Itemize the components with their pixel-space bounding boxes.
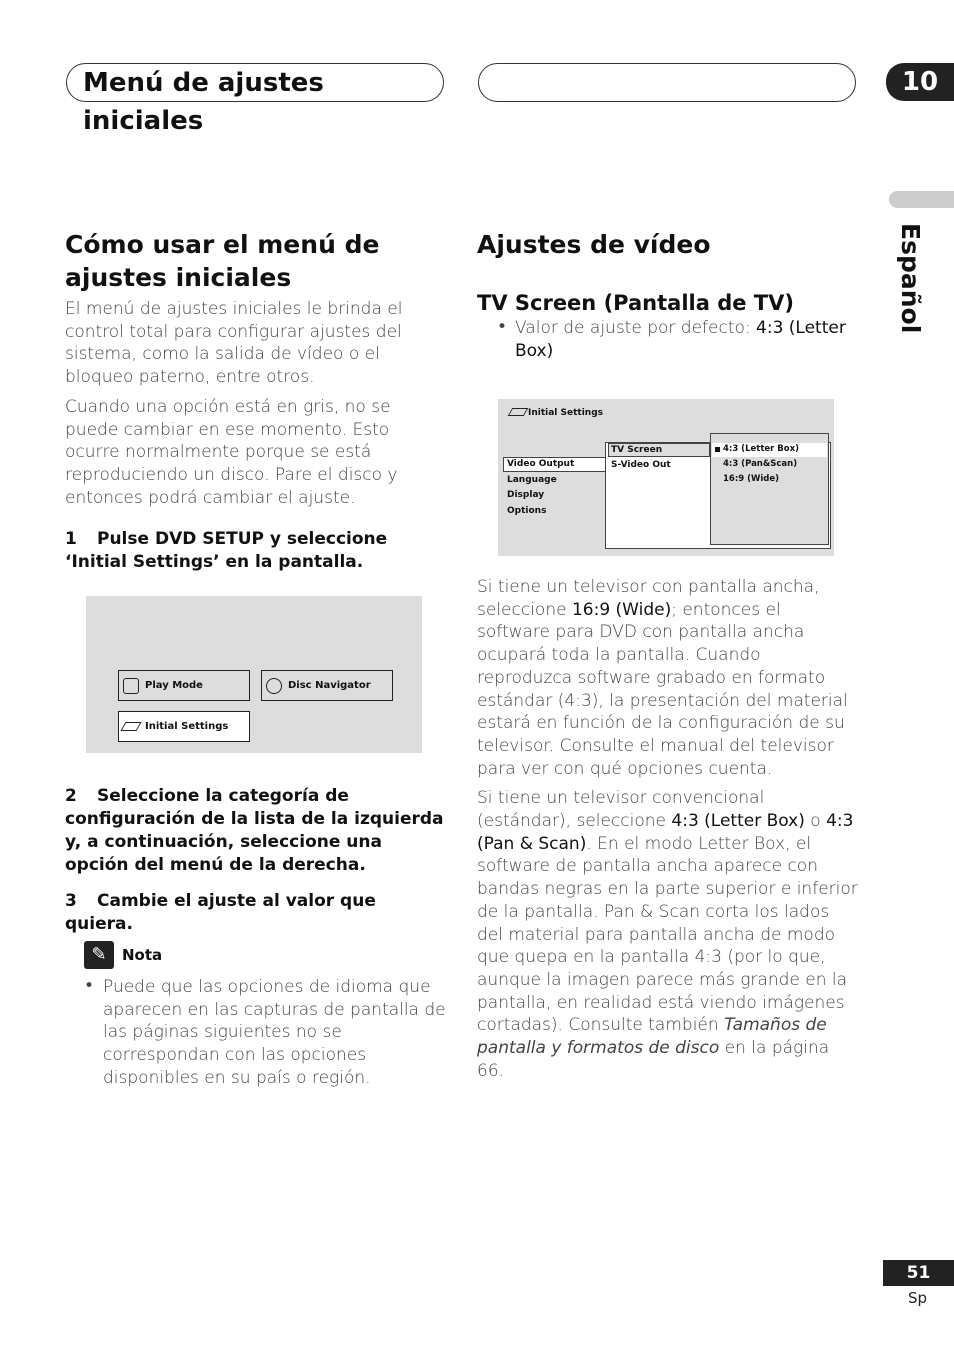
tv-screen-menu-image [498,399,834,556]
left-heading: Cómo usar el menú de ajustes iniciales [65,230,380,292]
default-value-text [515,317,857,362]
step-1 [65,528,447,574]
setup-screen-image [86,596,422,753]
selected-marker-icon [715,447,720,452]
right-para-1 [477,576,859,780]
play-mode-icon [123,678,139,694]
item-tv-screen: TV Screen [611,445,663,455]
step-3 [65,890,447,936]
chapter-number: 10 [886,63,954,101]
step-3-number: 3 [65,891,77,911]
settings-icon [508,408,529,416]
step-3-text: Cambie el ajuste al valor que quiera. [65,891,376,934]
play-mode-button [118,670,250,701]
lang-code: Sp [908,1289,928,1307]
right-column [477,228,857,362]
right-para-2-a: Si tiene un televisor convencional (estándar), seleccione [477,788,765,832]
option-letter-box: 4:3 (Letter Box) [723,444,799,454]
category-language: Language [507,475,557,485]
page-number: 51 [883,1260,954,1286]
option-pan-scan: 4:3 (Pan&Scan) [723,459,798,469]
play-mode-label: Play Mode [145,680,203,691]
right-para-1-a: Si tiene un televisor con pantalla ancha, seleccione [477,577,820,620]
right-para-1-b: 16:9 (Wide) [571,599,672,620]
right-para-2-e: . En el modo Letter Box, el software de pantalla ancha aparece con bandas negras en la parte superior e inferior de la pantalla. Pan & Scan corta los lados del material para pantalla ancha de modo que quepa en la pantalla 4:3 (por lo que, aunque la imagen parece más grande en la pantalla, en realidad está viendo imágenes cortadas). Consulte también [477,833,858,1036]
note-bullet: • [84,976,95,996]
header-title-box [66,63,444,136]
step-1-text: Pulse DVD SETUP y seleccione ‘Initial Settings’ en la pantalla. [65,529,388,573]
disc-navigator-button [261,670,393,701]
default-bullet-row [477,317,857,362]
category-options: Options [507,506,547,516]
disc-navigator-label: Disc Navigator [288,680,371,691]
note-text: Puede que las opciones de idioma que aparecen en las capturas de pantalla de las páginas siguientes no se correspondan con las opciones disponibles en su país o región. [103,977,446,1088]
right-para-2-f: Tamaños de pantalla y formatos de disco [477,1015,827,1059]
note-label: Nota [122,946,163,964]
step-2 [65,785,447,877]
right-heading: Ajustes de vídeo [477,230,711,259]
tv-screen-subheading: TV Screen (Pantalla de TV) [477,291,794,315]
initial-settings-label: Initial Settings [145,721,229,732]
right-column-lower [477,576,859,1082]
step-1-number: 1 [65,529,77,550]
disc-navigator-icon [266,678,282,694]
right-para-2-b: 4:3 (Letter Box) [671,811,805,832]
right-para-2-g: en la página 66. [477,1038,830,1081]
menu-title: Initial Settings [528,408,604,418]
category-video-output: Video Output [507,459,575,469]
left-para-2: Cuando una opción está en gris, no se puede cambiar en ese momento. Esto ocurre normalmente porque se está reproduciendo un disco. Pare el disco y entonces podrá cambiar el ajuste. [65,396,398,508]
left-para-1: El menú de ajustes iniciales le brinda el control total para configurar ajustes del sistema, como la salida de vídeo o el bloqueo paterno, entre otros. [65,299,403,388]
section-title: Menú de ajustes iniciales [83,68,324,136]
right-para-2-d: 4:3 (Pan & Scan) [477,811,854,854]
initial-settings-button [118,711,250,742]
option-wide: 16:9 (Wide) [723,474,780,484]
header-blank-box [478,63,856,102]
category-display: Display [507,490,545,500]
step-2-number: 2 [65,786,77,806]
item-s-video-out: S-Video Out [611,460,671,470]
right-para-2 [477,787,859,1082]
default-prefix: Valor de ajuste por defecto: [515,318,757,338]
left-column-lower [65,785,447,936]
default-bullet: • [497,317,508,337]
language-label: Español [896,223,925,334]
language-tab [889,191,954,208]
settings-icon [120,722,141,731]
step-2-text: Seleccione la categoría de configuración de la lista de la izquierda y, a continuación, seleccione una opción del menú de la derecha. [65,786,444,875]
right-para-2-c: o [804,811,827,832]
left-column [65,228,447,574]
right-para-1-c: ; entonces el software para DVD con pantalla ancha ocupará toda la pantalla. Cuando reproduzca software grabado en formato estándar (4:3), la presentación del material estará en función de la configuración de su televisor. Consulte el manual del televisor para ver con qué opciones cuenta. [477,599,848,779]
note-icon: ✎ [84,941,114,969]
default-value: 4:3 (Letter Box) [515,318,846,361]
